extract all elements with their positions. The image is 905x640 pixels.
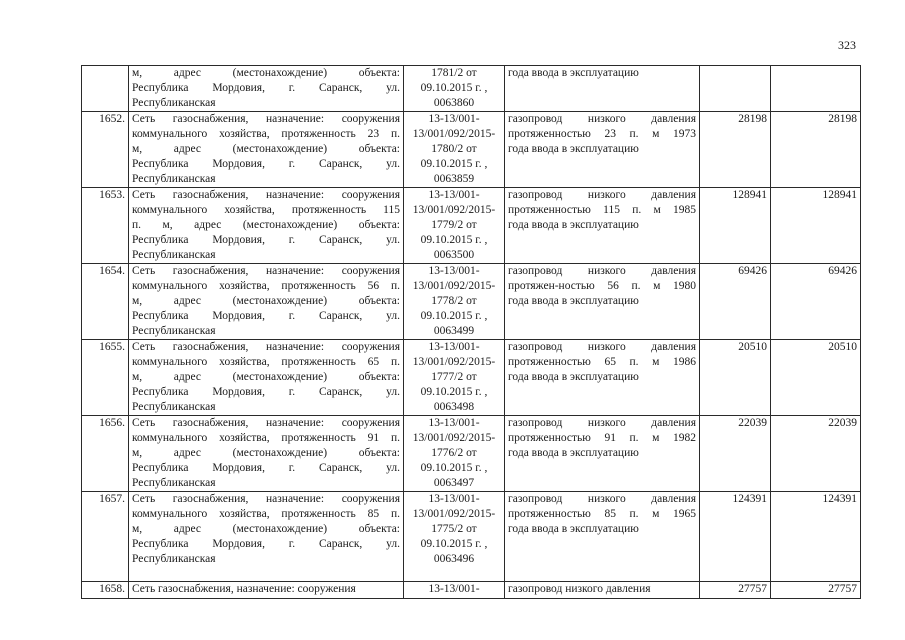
registration-line: 13/001/092/2015-	[412, 356, 496, 368]
description-line: коммунального хозяйства, протяженность 56 п.	[132, 280, 400, 292]
description-line: Республиканская	[132, 325, 216, 337]
residual-value-cell: 20510	[771, 340, 861, 416]
description-line: Сеть газоснабжения, назначение: сооружения	[132, 341, 400, 353]
description-line: Сеть газоснабжения, назначение: сооружения	[132, 113, 400, 125]
description-line: Республиканская	[132, 401, 216, 413]
registration-number-cell	[404, 582, 505, 599]
registration-line: 09.10.2015 г. ,	[420, 462, 488, 474]
book-value-cell: 22039	[700, 416, 771, 492]
table-row	[82, 492, 861, 582]
row-number-cell: 1655.	[82, 340, 129, 416]
registration-line: 0063497	[433, 477, 475, 489]
property-registry-table	[81, 65, 861, 599]
registration-line: 09.10.2015 г. ,	[420, 310, 488, 322]
description-line: Республика Мордовия, г. Саранск, ул.	[132, 462, 400, 474]
registration-line: 13/001/092/2015-	[412, 508, 496, 520]
characteristics-line: газопровод низкого давления	[508, 341, 696, 353]
registration-line: 13/001/092/2015-	[412, 280, 496, 292]
registration-line: 0063499	[433, 325, 475, 337]
registration-line: 0063496	[433, 553, 475, 565]
object-description-cell	[129, 188, 404, 264]
object-description-cell	[129, 582, 404, 599]
registration-line: 0063860	[433, 97, 475, 109]
registration-line: 13-13/001-	[428, 189, 480, 201]
object-description-cell	[129, 492, 404, 582]
registration-line: 0063500	[433, 249, 475, 261]
description-line: Республика Мордовия, г. Саранск, ул.	[132, 82, 400, 94]
description-line: Республиканская	[132, 249, 216, 261]
characteristics-line: года ввода в эксплуатацию	[508, 67, 639, 79]
table-row	[82, 66, 861, 112]
characteristics-cell	[505, 416, 700, 492]
registration-line: 09.10.2015 г. ,	[420, 234, 488, 246]
row-number-cell: 1653.	[82, 188, 129, 264]
description-line: коммунального хозяйства, протяженность 23 п.	[132, 128, 400, 140]
residual-value-cell: 28198	[771, 112, 861, 188]
registration-number-cell	[404, 188, 505, 264]
description-line: м, адрес (местонахождение) объекта:	[132, 143, 400, 155]
characteristics-cell	[505, 582, 700, 599]
characteristics-cell	[505, 340, 700, 416]
description-line: Республиканская	[132, 97, 216, 109]
registration-line: 1775/2 от	[431, 523, 477, 535]
row-number-cell: 1656.	[82, 416, 129, 492]
table-row	[82, 340, 861, 416]
description-line: м, адрес (местонахождение) объекта:	[132, 523, 400, 535]
characteristics-line: года ввода в эксплуатацию	[508, 523, 639, 535]
characteristics-cell	[505, 264, 700, 340]
registration-line: 13/001/092/2015-	[412, 432, 496, 444]
characteristics-line: газопровод низкого давления	[508, 113, 696, 125]
description-line: Сеть газоснабжения, назначение: сооружения	[132, 189, 400, 201]
characteristics-line: газопровод низкого давления	[508, 583, 651, 595]
characteristics-line: протяжен-ностью 56 п. м 1980	[508, 280, 696, 292]
characteristics-line: протяженностью 65 п. м 1986	[508, 356, 696, 368]
residual-value-cell: 22039	[771, 416, 861, 492]
characteristics-line: протяженностью 91 п. м 1982	[508, 432, 696, 444]
description-line: м, адрес (местонахождение) объекта:	[132, 447, 400, 459]
book-value-cell: 20510	[700, 340, 771, 416]
registration-line: 1778/2 от	[431, 295, 477, 307]
description-line: м, адрес (местонахождение) объекта:	[132, 371, 400, 383]
description-line: Сеть газоснабжения, назначение: сооружения	[132, 417, 400, 429]
registration-number-cell	[404, 340, 505, 416]
registration-number-cell	[404, 112, 505, 188]
registration-line: 09.10.2015 г. ,	[420, 538, 488, 550]
book-value-cell: 27757	[700, 582, 771, 599]
object-description-cell	[129, 340, 404, 416]
row-number-cell: 1658.	[82, 582, 129, 599]
residual-value-cell: 124391	[771, 492, 861, 582]
characteristics-line: газопровод низкого давления	[508, 493, 696, 505]
registration-line: 1781/2 от	[431, 67, 477, 79]
characteristics-line: газопровод низкого давления	[508, 417, 696, 429]
registration-line: 13-13/001-	[428, 493, 480, 505]
registration-line: 0063498	[433, 401, 475, 413]
description-line: коммунального хозяйства, протяженность 85 п.	[132, 508, 400, 520]
description-line: Республика Мордовия, г. Саранск, ул.	[132, 234, 400, 246]
registration-number-cell	[404, 492, 505, 582]
registration-line: 13-13/001-	[428, 265, 480, 277]
registration-line: 1777/2 от	[431, 371, 477, 383]
description-line: м, адрес (местонахождение) объекта:	[132, 67, 400, 79]
registration-line: 1780/2 от	[431, 143, 477, 155]
registration-line: 13-13/001-	[428, 417, 480, 429]
object-description-cell	[129, 112, 404, 188]
description-line: Республика Мордовия, г. Саранск, ул.	[132, 386, 400, 398]
registration-line: 09.10.2015 г. ,	[420, 82, 488, 94]
row-number-cell: 1652.	[82, 112, 129, 188]
table-row	[82, 416, 861, 492]
table-row	[82, 264, 861, 340]
characteristics-line: года ввода в эксплуатацию	[508, 219, 639, 231]
characteristics-line: протяженностью 115 п. м 1985	[508, 204, 696, 216]
table-row	[82, 112, 861, 188]
characteristics-cell	[505, 66, 700, 112]
book-value-cell	[700, 66, 771, 112]
description-line: Республиканская	[132, 173, 216, 185]
characteristics-line: газопровод низкого давления	[508, 189, 696, 201]
characteristics-cell	[505, 112, 700, 188]
description-line: Республиканская	[132, 477, 216, 489]
description-line: Сеть газоснабжения, назначение: сооружения	[132, 265, 400, 277]
registration-number-cell	[404, 264, 505, 340]
page-number: 323	[838, 38, 856, 52]
registration-line: 09.10.2015 г. ,	[420, 158, 488, 170]
registration-line: 1776/2 от	[431, 447, 477, 459]
row-number-cell	[82, 66, 129, 112]
characteristics-line: года ввода в эксплуатацию	[508, 295, 639, 307]
residual-value-cell: 27757	[771, 582, 861, 599]
description-line: коммунального хозяйства, протяженность 115	[132, 204, 400, 216]
registration-line: 13/001/092/2015-	[412, 204, 496, 216]
characteristics-line: газопровод низкого давления	[508, 265, 696, 277]
description-line: Сеть газоснабжения, назначение: сооружения	[132, 583, 356, 595]
characteristics-line: года ввода в эксплуатацию	[508, 447, 639, 459]
book-value-cell: 69426	[700, 264, 771, 340]
object-description-cell	[129, 66, 404, 112]
characteristics-line: протяженностью 23 п. м 1973	[508, 128, 696, 140]
table-row	[82, 188, 861, 264]
registration-line: 13/001/092/2015-	[412, 128, 496, 140]
characteristics-cell	[505, 492, 700, 582]
description-line: Республика Мордовия, г. Саранск, ул.	[132, 538, 400, 550]
table-row	[82, 582, 861, 599]
registration-line: 09.10.2015 г. ,	[420, 386, 488, 398]
registration-line: 0063859	[433, 173, 475, 185]
book-value-cell: 28198	[700, 112, 771, 188]
description-line: п. м, адрес (местонахождение) объекта:	[132, 219, 400, 231]
description-line: Республика Мордовия, г. Саранск, ул.	[132, 158, 400, 170]
residual-value-cell	[771, 66, 861, 112]
registration-line: 13-13/001-	[428, 113, 480, 125]
registration-line: 13-13/001-	[428, 341, 480, 353]
description-line: коммунального хозяйства, протяженность 91 п.	[132, 432, 400, 444]
registration-number-cell	[404, 416, 505, 492]
description-line: Сеть газоснабжения, назначение: сооружения	[132, 493, 400, 505]
characteristics-cell	[505, 188, 700, 264]
registration-number-cell	[404, 66, 505, 112]
row-number-cell: 1657.	[82, 492, 129, 582]
description-line: Республика Мордовия, г. Саранск, ул.	[132, 310, 400, 322]
description-line: м, адрес (местонахождение) объекта:	[132, 295, 400, 307]
characteristics-line: года ввода в эксплуатацию	[508, 143, 639, 155]
registration-line: 1779/2 от	[431, 219, 477, 231]
characteristics-line: года ввода в эксплуатацию	[508, 371, 639, 383]
row-number-cell: 1654.	[82, 264, 129, 340]
description-line: коммунального хозяйства, протяженность 65 п.	[132, 356, 400, 368]
residual-value-cell: 128941	[771, 188, 861, 264]
description-line: Республиканская	[132, 553, 216, 565]
object-description-cell	[129, 416, 404, 492]
object-description-cell	[129, 264, 404, 340]
book-value-cell: 128941	[700, 188, 771, 264]
residual-value-cell: 69426	[771, 264, 861, 340]
registry-body	[82, 66, 861, 599]
registration-line: 13-13/001-	[428, 583, 480, 595]
characteristics-line: протяженностью 85 п. м 1965	[508, 508, 696, 520]
book-value-cell: 124391	[700, 492, 771, 582]
